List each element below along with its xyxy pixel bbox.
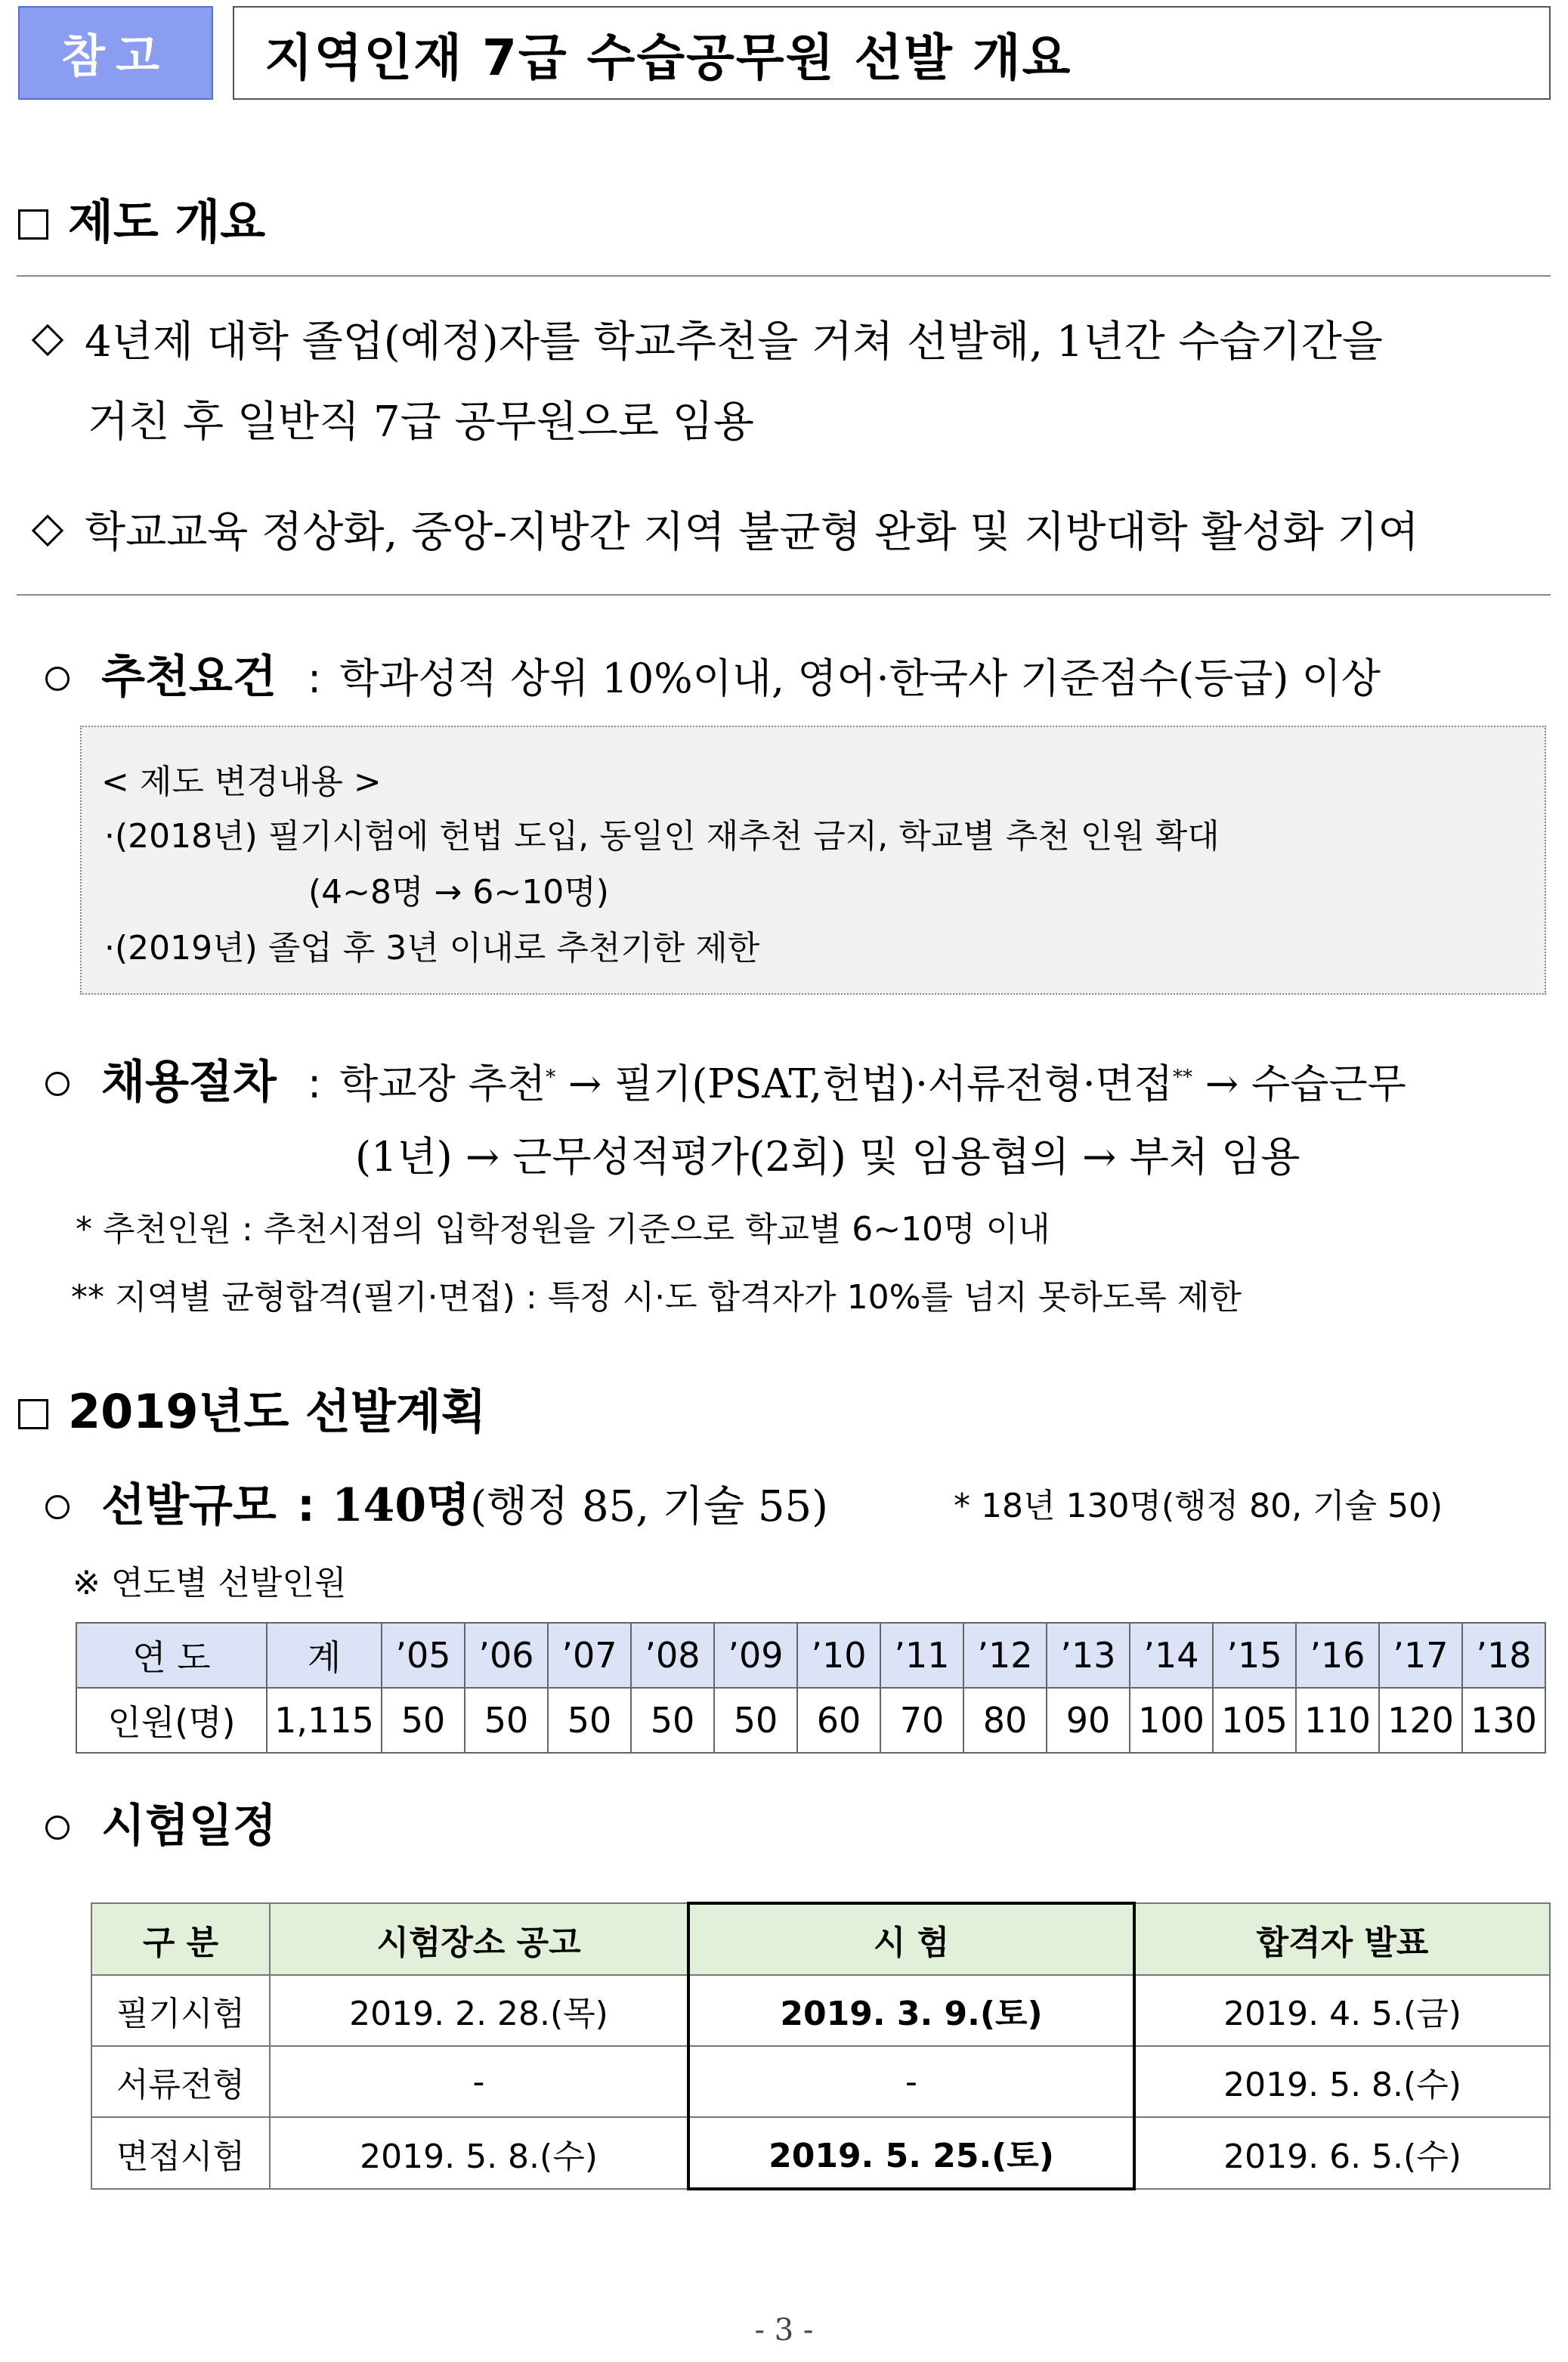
page-title: 지역인재 7급 수습공무원 선발 개요 <box>233 6 1551 100</box>
exam-schedule-table <box>91 1902 1551 2190</box>
overview-bullet-1: 4년제 대학 졸업(예정)자를 학교추천을 거쳐 선발해, 1년간 수습기간을 <box>30 308 1383 369</box>
table-header-cell: ’11 <box>880 1623 963 1688</box>
table-header-cell: ’14 <box>1130 1623 1213 1688</box>
overview-bullet-2: 학교교육 정상화, 중앙-지방간 지역 불균형 완화 및 지방대학 활성화 기여 <box>30 499 1419 559</box>
checkbox-square-icon <box>18 209 48 240</box>
table-cell: 100 <box>1130 1688 1213 1753</box>
table-header-cell: ’10 <box>797 1623 880 1688</box>
table-header-cell: ’17 <box>1379 1623 1462 1688</box>
yearly-selection-table <box>76 1622 1546 1754</box>
table-cell: 120 <box>1379 1688 1462 1753</box>
table-header-cell: 구 분 <box>91 1903 270 1975</box>
table-cell: 1,115 <box>267 1688 382 1753</box>
changes-item-2018-cont: (4~8명 → 6~10명) <box>308 873 609 912</box>
table-cell: 60 <box>797 1688 880 1753</box>
table-cell: 50 <box>631 1688 714 1753</box>
table-header-cell: ’12 <box>963 1623 1047 1688</box>
table-header-cell: ’18 <box>1462 1623 1545 1688</box>
table-cell: 70 <box>880 1688 963 1753</box>
table-cell: 2019. 3. 9.(토) <box>688 1975 1134 2046</box>
table-header-cell: ’16 <box>1296 1623 1379 1688</box>
table-cell: 50 <box>465 1688 548 1753</box>
table-cell: - <box>270 2046 688 2117</box>
table-header-cell: 시 험 <box>688 1903 1134 1975</box>
table-cell: 면접시험 <box>91 2117 270 2189</box>
circle-bullet-icon <box>45 1072 70 1096</box>
table-cell: 105 <box>1213 1688 1296 1753</box>
table-cell: 80 <box>963 1688 1047 1753</box>
table-cell: 2019. 5. 8.(수) <box>1134 2046 1550 2117</box>
table-cell: 2019. 2. 28.(목) <box>270 1975 688 2046</box>
changes-item-2019: ·(2019년) 졸업 후 3년 이내로 추천기한 제한 <box>104 929 760 967</box>
table-header-cell: ’15 <box>1213 1623 1296 1688</box>
section-title-text: 제도 개요 <box>68 194 266 249</box>
divider <box>17 594 1551 596</box>
requirements-text: 학과성적 상위 10%이내, 영어·한국사 기준점수(등급) 이상 <box>339 655 1381 702</box>
requirements-line: 추천요건 : 학과성적 상위 10%이내, 영어·한국사 기준점수(등급) 이상 <box>45 641 1381 706</box>
table-header-cell: ’09 <box>714 1623 797 1688</box>
scale-note: * 18년 130명(행정 80, 기술 50) <box>954 1487 1443 1525</box>
table-header-cell: 시험장소 공고 <box>270 1903 688 1975</box>
table-cell: 50 <box>714 1688 797 1753</box>
table-header-cell: 연 도 <box>76 1623 267 1688</box>
section-title-overview <box>18 184 265 252</box>
table-cell: 서류전형 <box>91 2046 270 2117</box>
diamond-bullet-icon <box>32 515 63 546</box>
table-cell: 필기시험 <box>91 1975 270 2046</box>
reference-tag: 참고 <box>18 6 213 100</box>
divider <box>17 275 1551 277</box>
process-note-1: * 추천인원 : 추천시점의 입학정원을 기준으로 학교별 6~10명 이내 <box>76 1210 1050 1249</box>
requirements-label: 추천요건 <box>101 651 277 704</box>
changes-box <box>80 726 1546 995</box>
table-row <box>76 1688 1545 1753</box>
table-cell: 50 <box>548 1688 631 1753</box>
diamond-bullet-icon <box>32 324 63 356</box>
table-cell: 2019. 4. 5.(금) <box>1134 1975 1550 2046</box>
table-cell: 2019. 5. 25.(토) <box>688 2117 1134 2189</box>
table-cell: 110 <box>1296 1688 1379 1753</box>
scale-count: 140명 <box>331 1479 471 1532</box>
table-cell: 90 <box>1047 1688 1130 1753</box>
schedule-line <box>45 1790 277 1855</box>
table-header-cell: ’07 <box>548 1623 631 1688</box>
table-header-cell: ’08 <box>631 1623 714 1688</box>
table-header-cell: 합격자 발표 <box>1134 1903 1550 1975</box>
table-header-cell: ’06 <box>465 1623 548 1688</box>
table-cell: 2019. 5. 8.(수) <box>270 2117 688 2189</box>
schedule-label: 시험일정 <box>101 1800 277 1853</box>
table-cell: 50 <box>382 1688 465 1753</box>
table-cell: 2019. 6. 5.(수) <box>1134 2117 1550 2189</box>
changes-title: < 제도 변경내용 > <box>101 763 382 801</box>
circle-bullet-icon <box>45 1495 70 1519</box>
process-note-2: ** 지역별 균형합격(필기·면접) : 특정 시·도 합격자가 10%를 넘지 못하도록 제한 <box>71 1278 1242 1317</box>
table-row <box>91 1975 1550 2046</box>
scale-label: 선발규모 <box>101 1479 277 1532</box>
table-cell: - <box>688 2046 1134 2117</box>
process-line: 채용절차 : 학교장 추천* → 필기(PSAT,헌법)·서류전형·면접** → 수습근무 <box>45 1046 1406 1111</box>
year-table-caption: ※ 연도별 선발인원 <box>73 1564 347 1602</box>
checkbox-square-icon <box>18 1399 48 1429</box>
table-header-cell: ’13 <box>1047 1623 1130 1688</box>
table-cell: 인원(명) <box>76 1688 267 1753</box>
changes-item-2018: ·(2018년) 필기시험에 헌법 도입, 동일인 재추천 금지, 학교별 추천 인원 확대 <box>104 817 1220 856</box>
table-header-row <box>76 1623 1545 1688</box>
table-header-cell: 계 <box>267 1623 382 1688</box>
section-title-plan: 2019년도 선발계획 <box>18 1374 487 1441</box>
process-line-2: (1년) → 근무성적평가(2회) 및 임용협의 → 부처 임용 <box>355 1133 1300 1181</box>
overview-bullet-1-cont: 거친 후 일반직 7급 공무원으로 임용 <box>88 398 754 447</box>
table-header-cell: ’05 <box>382 1623 465 1688</box>
scale-line: 선발규모 : 140명(행정 85, 기술 55) <box>45 1469 828 1534</box>
page-number: - 3 - <box>754 2313 814 2348</box>
table-row <box>91 2117 1550 2189</box>
table-cell: 130 <box>1462 1688 1545 1753</box>
table-header-row <box>91 1903 1550 1975</box>
process-label: 채용절차 <box>101 1056 277 1109</box>
circle-bullet-icon <box>45 1816 70 1840</box>
table-row <box>91 2046 1550 2117</box>
circle-bullet-icon <box>45 667 70 691</box>
